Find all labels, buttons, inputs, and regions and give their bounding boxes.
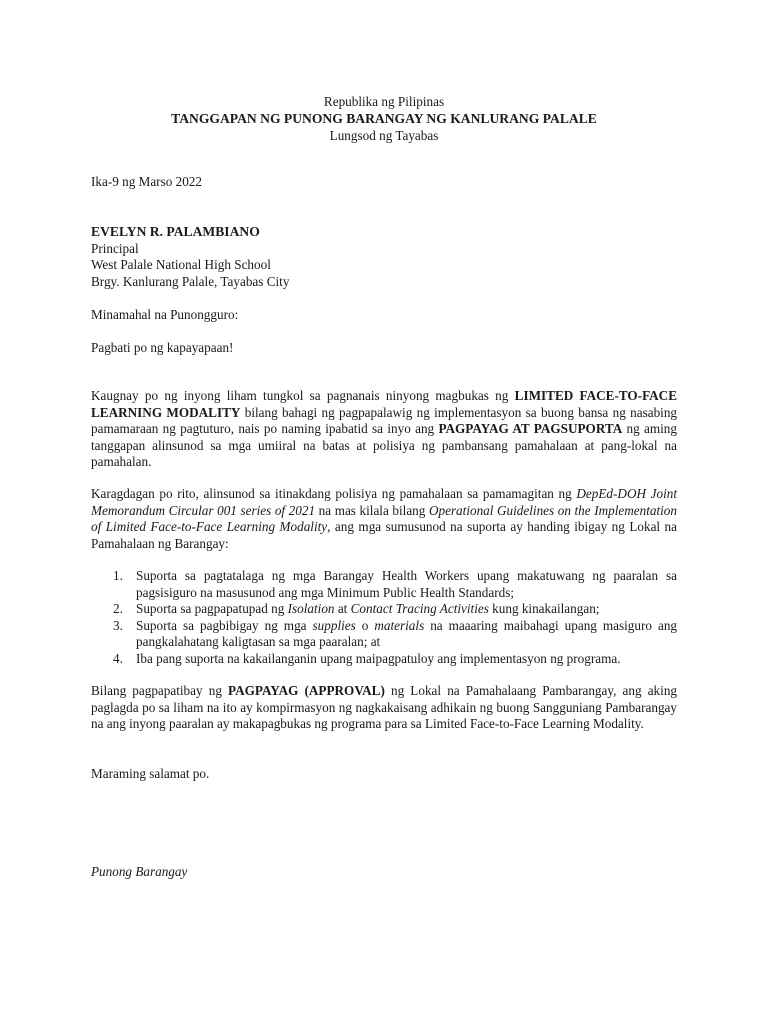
recipient-name: EVELYN R. PALAMBIANO bbox=[91, 224, 260, 239]
para2-text-1: Karagdagan po rito, alinsunod sa itinakdang polisiya ng pamahalaan sa pamamagitan ng bbox=[91, 486, 577, 501]
para3-bold-approval: PAGPAYAG (APPROVAL) bbox=[228, 683, 385, 698]
para1-text-2: bilang bahagi ng pagpapalawig ng implementasyon sa buong bansa ng nasabing pamamaraan ng pagtuturo, nais po naming ipabatid sa inyo ang bbox=[91, 404, 678, 436]
para3-text-2: ng Lokal na Pamahalaang Pambarangay, ang aking paglagda po sa liham na ito ay kompirmasyon ng nagkakaisang adhikain ng buong Sangguniang Pambarangay na ang inyong paaralan ay makapagbukas ng programa para sa Limited Face-to-Face Learning Modality. bbox=[91, 683, 678, 731]
list-number: 4. bbox=[113, 650, 123, 666]
para2-text-2: na mas kilala bilang bbox=[315, 502, 429, 518]
letter-date: Ika-9 ng Marso 2022 bbox=[91, 174, 202, 189]
salutation: Minamahal na Punongguro: bbox=[91, 307, 239, 322]
para2-italic-guidelines: Operational Guidelines on the Implementation of Limited Face-to-Face Learning Modality bbox=[91, 502, 677, 534]
paragraph-2 bbox=[91, 486, 677, 552]
letterhead bbox=[0, 93, 768, 144]
list-item bbox=[91, 601, 677, 618]
list-item-text: na maaaring maibahagi upang masiguro ang pangkalahatang kaligtasan sa mga paaralan; at bbox=[136, 617, 678, 649]
list-item-text: Iba pang suporta na kakailanganin upang maipagpatuloy ang implementasyon ng programa. bbox=[136, 650, 621, 666]
list-number: 1. bbox=[113, 568, 123, 583]
para1-text-1: Kaugnay po ng inyong liham tungkol sa pagnanais ninyong magbukas ng bbox=[91, 388, 515, 403]
republic-line: Republika ng Pilipinas bbox=[323, 94, 445, 109]
recipient-address: Brgy. Kanlurang Palale, Tayabas City bbox=[91, 273, 290, 289]
list-item-italic: materials bbox=[374, 617, 425, 633]
para1-bold-approval: PAGPAYAG AT PAGSUPORTA bbox=[438, 421, 623, 436]
support-list bbox=[91, 568, 677, 667]
list-item-italic: Contact Tracing Activities bbox=[350, 601, 489, 616]
list-item bbox=[91, 651, 677, 668]
list-item bbox=[91, 568, 677, 601]
list-item-italic: supplies bbox=[312, 617, 356, 633]
closing: Maraming salamat po. bbox=[91, 766, 210, 781]
paragraph-1 bbox=[91, 388, 677, 471]
para2-text-3: , ang mga sumusunod na suporta ay handing ibigay ng Lokal na Pamahalaan ng Barangay: bbox=[91, 519, 677, 551]
para3-text-1: Bilang pagpapatibay ng bbox=[91, 683, 229, 698]
list-item-text: Suporta sa pagbibigay ng mga bbox=[136, 617, 313, 633]
list-item-text: Suporta sa pagtatalaga ng mga Barangay Health Workers upang makatuwang ng paaralan sa pagsisiguro na masusunod ang mga Minimum Public Health Standards; bbox=[136, 568, 677, 600]
list-item-text: kung kinakailangan; bbox=[488, 601, 600, 616]
office-name: TANGGAPAN NG PUNONG BARANGAY NG KANLURANG PALALE bbox=[171, 111, 597, 126]
list-item-text: Suporta sa pagpapatupad ng bbox=[136, 601, 288, 616]
list-item-italic: Isolation bbox=[287, 601, 335, 616]
para1-text-3: ng aming tanggapan alinsunod sa mga umiiral na batas at polisiya ng pambansang pamahalaan at pang-lokal na pamahalan. bbox=[91, 421, 677, 469]
recipient-position: Principal bbox=[91, 240, 139, 256]
recipient-school: West Palale National High School bbox=[91, 257, 271, 272]
greeting: Pagbati po ng kapayapaan! bbox=[91, 340, 234, 355]
list-item-text: o bbox=[355, 617, 375, 633]
paragraph-3 bbox=[91, 683, 677, 733]
list-number: 3. bbox=[113, 617, 123, 633]
para1-bold-modality: LIMITED FACE-TO-FACE LEARNING MODALITY bbox=[91, 388, 677, 420]
signatory-title: Punong Barangay bbox=[91, 864, 188, 879]
para2-italic-memo: DepEd-DOH Joint Memorandum Circular 001 series of 2021 bbox=[91, 486, 678, 518]
recipient-block bbox=[91, 224, 677, 290]
city-line: Lungsod ng Tayabas bbox=[329, 128, 439, 143]
list-item-text: at bbox=[334, 601, 351, 616]
list-item bbox=[91, 618, 677, 651]
list-number: 2. bbox=[113, 601, 123, 616]
